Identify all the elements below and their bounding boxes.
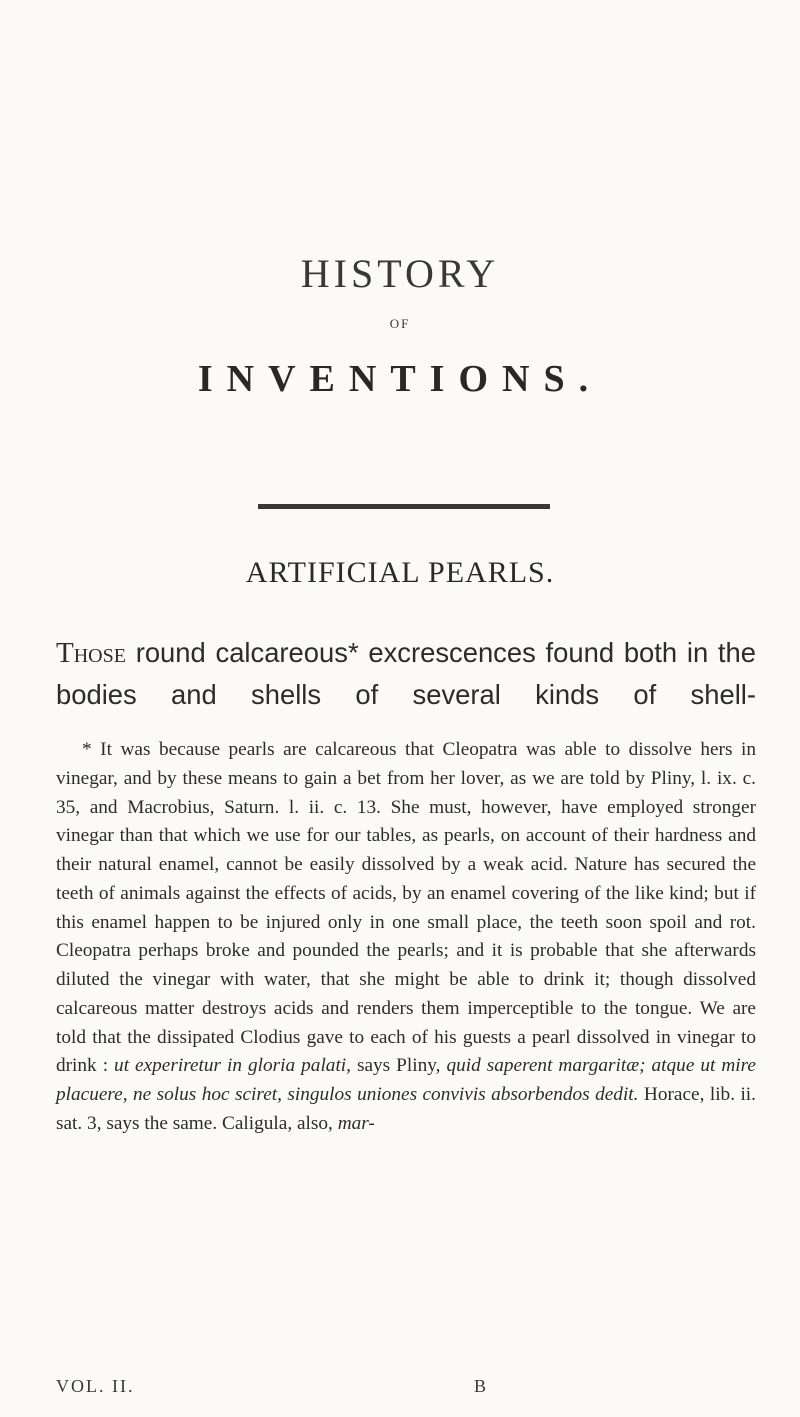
volume-label: VOL. II. [56, 1376, 135, 1396]
intro-text: round calcareous* excrescences found both in the bodies and shells of several kinds of shell- [56, 637, 756, 710]
title-divider-rule [258, 504, 550, 509]
footnote-text-1: It was because pearls are calcareous that Cleopatra was able to dissolve hers in vinegar, and by these means to gain a bet from her lover, as we are told by Pliny, l. ix. c. 35, and Macrobius, Saturn. l. ii. c. 13. She must, however, have employed stronger vinegar than that which we use for our tables, as pearls, on account of their hardness and their natural enamel, cannot be easily dissolved by a weak acid. Nature has secured the teeth of animals against the effects of acids, by an enamel covering of the like kind; but if this enamel happen to be injured only in one small place, the teeth soon spoil and rot. Cleopatra perhaps broke and pounded the pearls; and it is probable that she afterwards diluted the vinegar with water, that she might be able to drink it; though dissolved calcareous matter destroys acids and renders them imperceptible to the tongue. We are told that the dissipated Clodius gave to each of his guests a pearl dissolved in vinegar to drink : [56, 739, 756, 1077]
title-inventions: INVENTIONS. [197, 358, 603, 400]
footnote-latin-2: quid saperent margaritæ; atque ut mire placuere, ne solus hoc sciret, singulos uniones convivis absorbendos dedit. [56, 1055, 756, 1105]
title-history: HISTORY [300, 251, 500, 296]
intro-first-word: Those [56, 637, 126, 669]
footnote [56, 736, 756, 1139]
footnote-text-3: Horace, lib. ii. sat. 3, says the same. Caligula, also, [56, 1084, 756, 1134]
footnote-text-2: says Pliny, [356, 1055, 441, 1077]
signature-mark: B [474, 1376, 489, 1396]
intro-paragraph [56, 632, 756, 716]
footnote-latin-3: mar- [337, 1112, 375, 1134]
footnote-latin-1: ut experiretur in gloria palati, [114, 1055, 351, 1077]
title-of: OF [389, 316, 411, 331]
footnote-mark: * [82, 739, 92, 760]
section-title: ARTIFICIAL PEARLS. [245, 556, 555, 589]
